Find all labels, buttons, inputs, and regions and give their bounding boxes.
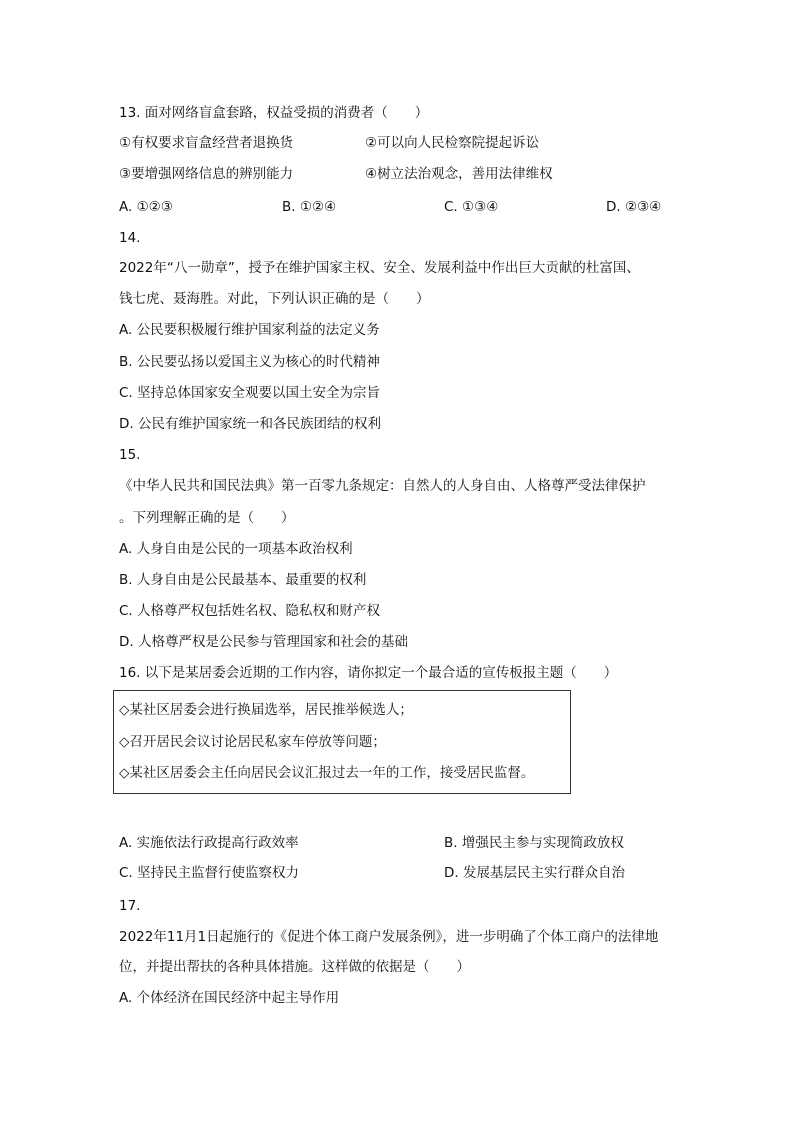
- q13-option-a: A. ①②③: [119, 199, 173, 215]
- q16-option-a: A. 实施依法行政提高行政效率: [119, 835, 299, 851]
- q14-number: 14.: [119, 230, 141, 246]
- q14-option-b: B. 公民要弘扬以爱国主义为核心的时代精神: [119, 354, 380, 370]
- q13-option-c: C. ①③④: [444, 199, 499, 215]
- q13-option-b: B. ①②④: [282, 199, 337, 215]
- q13-statement-3: ③要增强网络信息的辨别能力: [119, 166, 294, 182]
- q16-option-c: C. 坚持民主监督行使监察权力: [119, 865, 300, 881]
- q13-statement-4: ④树立法治观念，善用法律维权: [365, 166, 553, 182]
- q15-option-a: A. 人身自由是公民的一项基本政治权利: [119, 541, 353, 557]
- q16-option-b: B. 增强民主参与实现简政放权: [444, 835, 624, 851]
- q13-stem: 13. 面对网络盲盒套路，权益受损的消费者（ ）: [119, 105, 429, 121]
- q15-option-d: D. 人格尊严权是公民参与管理国家和社会的基础: [119, 634, 408, 650]
- q16-stem: 16. 以下是某居委会近期的工作内容，请你拟定一个最合适的宣传板报主题（ ）: [119, 665, 618, 681]
- q16-material-line-3: ◇某社区居委会主任向居民会议汇报过去一年的工作，接受居民监督。: [119, 765, 535, 781]
- q17-stem-line-2: 位，并提出帮扶的各种具体措施。这样做的依据是（ ）: [119, 959, 470, 975]
- q15-stem-line-1: 《中华人民共和国民法典》第一百零九条规定：自然人的人身自由、人格尊严受法律保护: [119, 478, 646, 494]
- q15-option-b: B. 人身自由是公民最基本、最重要的权利: [119, 572, 367, 588]
- q14-option-a: A. 公民要积极履行维护国家利益的法定义务: [119, 322, 380, 338]
- q15-stem-line-2: 。下列理解正确的是（ ）: [119, 510, 295, 526]
- q16-material-line-2: ◇召开居民会议讨论居民私家车停放等问题；: [119, 734, 386, 750]
- q15-number: 15.: [119, 447, 141, 463]
- q17-stem-line-1: 2022年11月1日起施行的《促进个体工商户发展条例》，进一步明确了个体工商户的法律地: [119, 929, 659, 945]
- q14-stem-line-1: 2022年“八一勋章”，授予在维护国家主权、安全、发展利益中作出巨大贡献的杜富国、: [119, 260, 640, 276]
- q17-option-a: A. 个体经济在国民经济中起主导作用: [119, 990, 340, 1006]
- q16-material-line-1: ◇某社区居委会进行换届选举，居民推举候选人；: [119, 702, 413, 718]
- q14-stem-line-2: 钱七虎、聂海胜。对此，下列认识正确的是（ ）: [119, 291, 430, 307]
- q13-statement-2: ②可以向人民检察院提起诉讼: [365, 135, 540, 151]
- q14-option-d: D. 公民有维护国家统一和各民族团结的权利: [119, 416, 381, 432]
- q13-option-d: D. ②③④: [606, 199, 662, 215]
- q16-option-d: D. 发展基层民主实行群众自治: [444, 865, 625, 881]
- q17-number: 17.: [119, 898, 141, 914]
- q14-option-c: C. 坚持总体国家安全观要以国土安全为宗旨: [119, 385, 381, 401]
- q13-statement-1: ①有权要求盲盒经营者退换货: [119, 135, 294, 151]
- q15-option-c: C. 人格尊严权包括姓名权、隐私权和财产权: [119, 603, 381, 619]
